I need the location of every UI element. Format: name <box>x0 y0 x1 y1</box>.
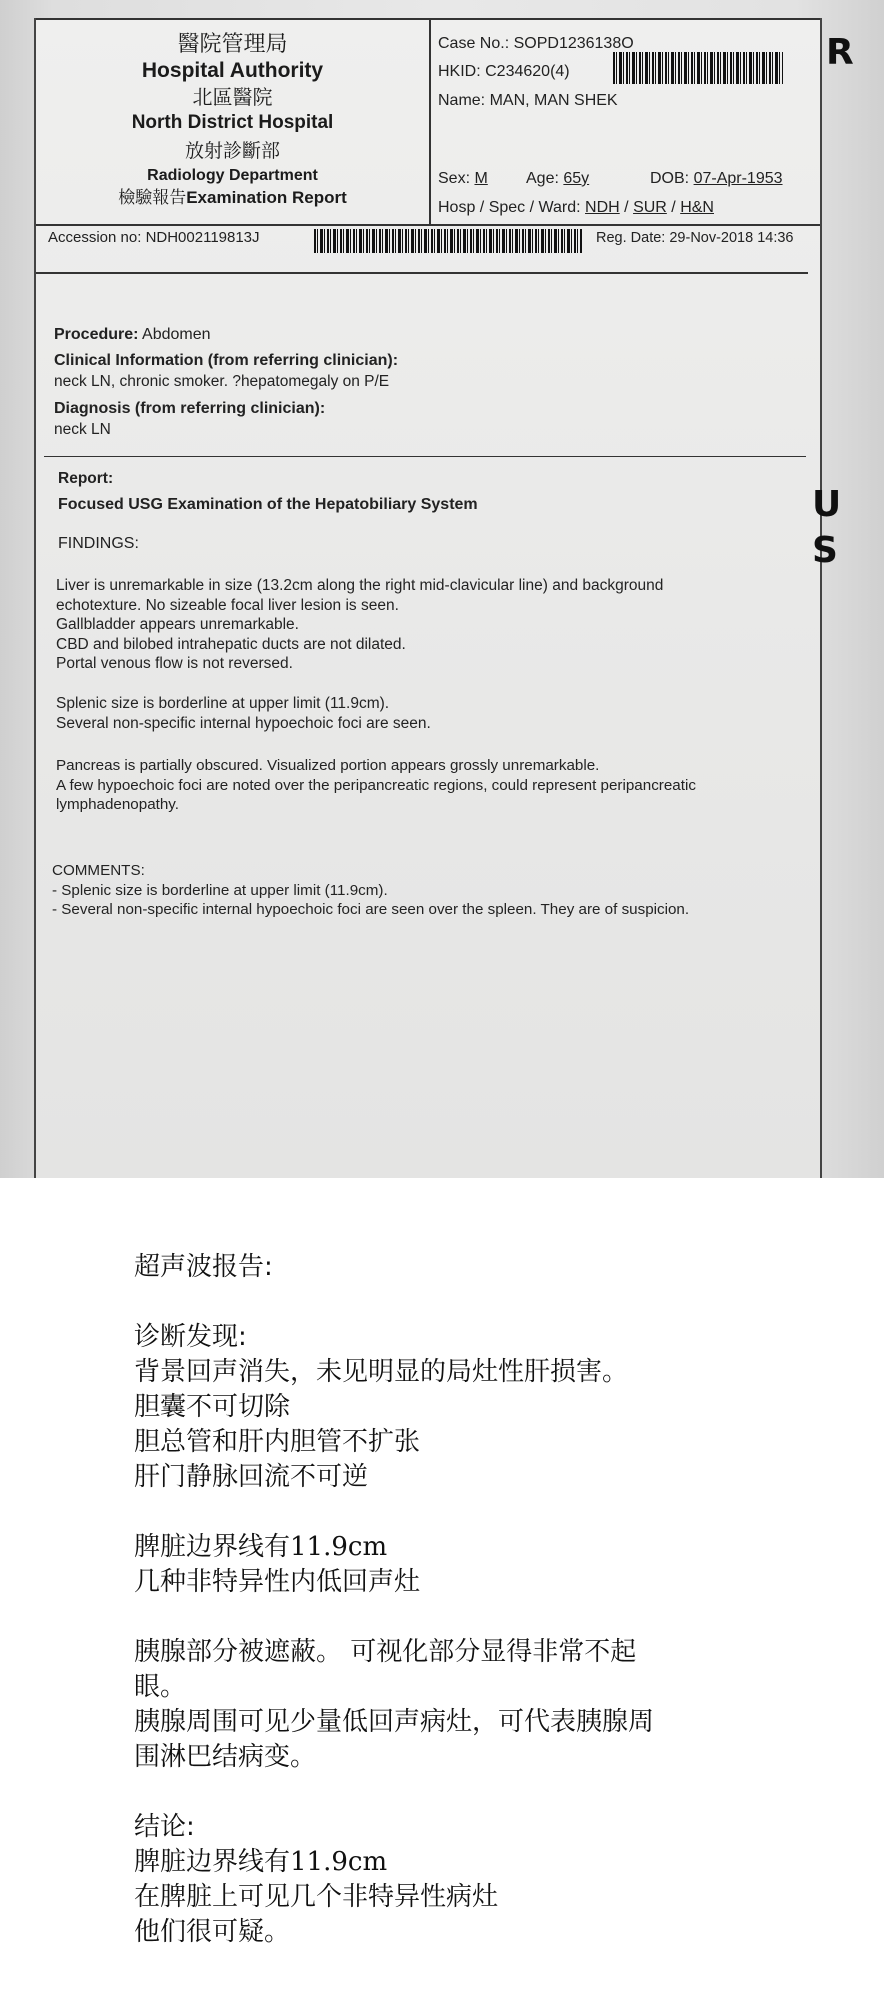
age-field <box>526 170 589 188</box>
patient-name-label: Name: <box>438 92 486 109</box>
translation-line: 胰腺周围可见少量低回声病灶，可代表胰腺周 <box>134 1707 655 1737</box>
dept-name-en: Radiology Department <box>147 167 318 184</box>
header-divider-vertical <box>429 18 431 224</box>
side-mark-s: S <box>812 530 838 571</box>
hospital-name-cn: 北區醫院 <box>192 85 273 109</box>
spacer <box>134 1285 834 1320</box>
translation-title: 超声波报告: <box>134 1252 273 1282</box>
translation-line: 几种非特异性内低回声灶 <box>134 1567 421 1597</box>
procedure-label: Procedure: <box>54 326 139 343</box>
accession-bottom-rule <box>36 272 808 274</box>
sex-label: Sex: <box>438 170 471 187</box>
hosp-spec-ward-row <box>438 199 714 217</box>
accession-row <box>48 229 260 246</box>
comments-block <box>52 861 689 920</box>
report-label: Report: <box>58 470 114 487</box>
header-left-block <box>36 32 429 209</box>
hkid-row <box>438 63 570 81</box>
spacer <box>134 1495 834 1530</box>
comments-label: COMMENTS: <box>52 862 145 879</box>
dob-field <box>650 170 783 188</box>
findings-block-liver <box>56 576 663 674</box>
age-label: Age: <box>526 170 559 187</box>
header-bottom-rule <box>36 224 820 226</box>
translation-findings-label: 诊断发现: <box>134 1322 247 1352</box>
translation-line: 肝门静脉回流不可逆 <box>134 1462 369 1492</box>
hkid-label: HKID: <box>438 63 481 80</box>
diagnosis-label: Diagnosis (from referring clinician): <box>54 400 326 417</box>
accession-barcode <box>314 229 582 253</box>
translation-line: 眼。 <box>134 1672 187 1702</box>
case-barcode <box>613 52 783 84</box>
report-type <box>36 187 429 209</box>
dob-label: DOB: <box>650 170 690 187</box>
findings-label: FINDINGS: <box>58 535 139 552</box>
dept-name-cn: 放射診斷部 <box>184 140 280 162</box>
accession-label: Accession no: <box>48 229 142 246</box>
findings-block-spleen <box>56 694 431 733</box>
translation-line: 胆囊不可切除 <box>134 1392 291 1422</box>
translation-conclusion-prefix: 脾脏边界线有 <box>134 1847 291 1877</box>
comments-line: - Several non-specific internal hypoechoic foci are seen over the spleen. They are of suspicion. <box>52 901 690 918</box>
translation-line: 围淋巴结病变。 <box>134 1742 317 1772</box>
findings-line: Gallbladder appears unremarkable. <box>56 616 299 633</box>
header-top-rule <box>36 18 820 20</box>
translation-line: 在脾脏上可见几个非特异性病灶 <box>134 1882 499 1912</box>
translation-conclusion-value: 11.9cm <box>290 1847 388 1877</box>
findings-line: Pancreas is partially obscured. Visualized portion appears grossly unremarkable. <box>56 757 600 774</box>
side-mark-r: R <box>826 32 854 73</box>
findings-line: Liver is unremarkable in size (13.2cm along the right mid-clavicular line) and background <box>56 577 664 594</box>
hosp-spec-ward-label: Hosp / Spec / Ward: <box>438 199 581 216</box>
translation-line: 背景回声消失，未见明显的局灶性肝损害。 <box>134 1357 629 1387</box>
translation-line: 胆总管和肝内胆管不扩张 <box>134 1427 421 1457</box>
sex-field <box>438 170 488 188</box>
case-no-row <box>438 35 634 53</box>
translation-line: 胰腺部分被遮蔽。 可视化部分显得非常不起 <box>134 1637 637 1667</box>
case-no-value: SOPD1236138O <box>513 35 634 52</box>
hosp-value: NDH <box>585 199 620 216</box>
findings-line: Splenic size is borderline at upper limit (11.9cm). <box>56 695 390 712</box>
clinical-info-label: Clinical Information (from referring clinician): <box>54 352 399 369</box>
clinical-info-value: neck LN, chronic smoker. ?hepatomegaly on P/E <box>54 373 390 390</box>
case-no-label: Case No.: <box>438 35 510 52</box>
report-separator-rule <box>44 456 806 457</box>
side-mark-u: U <box>812 484 842 525</box>
translation-line: 他们很可疑。 <box>134 1917 291 1947</box>
spacer <box>134 1775 834 1810</box>
hosp-sep-1: / <box>624 199 629 216</box>
procedure-value: Abdomen <box>142 326 211 343</box>
translation-conclusion-spleen-line <box>134 1845 834 1880</box>
reg-date-row <box>596 230 794 246</box>
findings-line: lymphadenopathy. <box>56 796 179 813</box>
accession-value: NDH002119813J <box>145 229 260 246</box>
comments-line: - Splenic size is borderline at upper limit (11.9cm). <box>52 881 388 899</box>
findings-line: echotexture. No sizeable focal liver lesion is seen. <box>56 596 399 614</box>
findings-line: Several non-specific internal hypoechoic foci are seen. <box>56 714 431 732</box>
report-title: Focused USG Examination of the Hepatobiliary System <box>58 496 478 513</box>
hosp-sep-2: / <box>671 199 676 216</box>
spec-value: SUR <box>633 199 667 216</box>
report-type-en: Examination Report <box>186 188 347 207</box>
dob-value: 07-Apr-1953 <box>693 170 783 187</box>
findings-line: A few hypoechoic foci are noted over the peripancreatic regions, could represent peripancreatic <box>56 776 696 794</box>
age-value: 65y <box>563 170 590 187</box>
translation-spleen-prefix: 脾脏边界线有 <box>134 1532 291 1562</box>
org-name-cn: 醫院管理局 <box>177 32 288 57</box>
procedure-row <box>54 326 211 344</box>
hospital-name-en: North District Hospital <box>131 112 334 133</box>
translation-spleen-line <box>134 1530 834 1565</box>
sex-value: M <box>474 170 488 187</box>
translation-spleen-value: 11.9cm <box>290 1532 388 1562</box>
report-type-cn: 檢驗報告 <box>118 188 187 208</box>
ward-value: H&N <box>680 199 714 216</box>
org-name-en: Hospital Authority <box>141 59 324 82</box>
diagnosis-value: neck LN <box>54 421 111 438</box>
reg-date-value: 29-Nov-2018 14:36 <box>669 230 794 246</box>
reg-date-label: Reg. Date: <box>596 230 666 246</box>
hkid-value: C234620(4) <box>485 63 570 80</box>
patient-name-row <box>438 92 618 110</box>
patient-name-value: MAN, MAN SHEK <box>489 92 618 109</box>
findings-line: Portal venous flow is not reversed. <box>56 655 293 672</box>
spacer <box>134 1600 834 1635</box>
translation-conclusion-label: 结论: <box>134 1812 195 1842</box>
findings-line: CBD and bilobed intrahepatic ducts are not dilated. <box>56 635 406 653</box>
findings-block-pancreas <box>56 756 696 815</box>
translation-block <box>134 1250 834 1950</box>
